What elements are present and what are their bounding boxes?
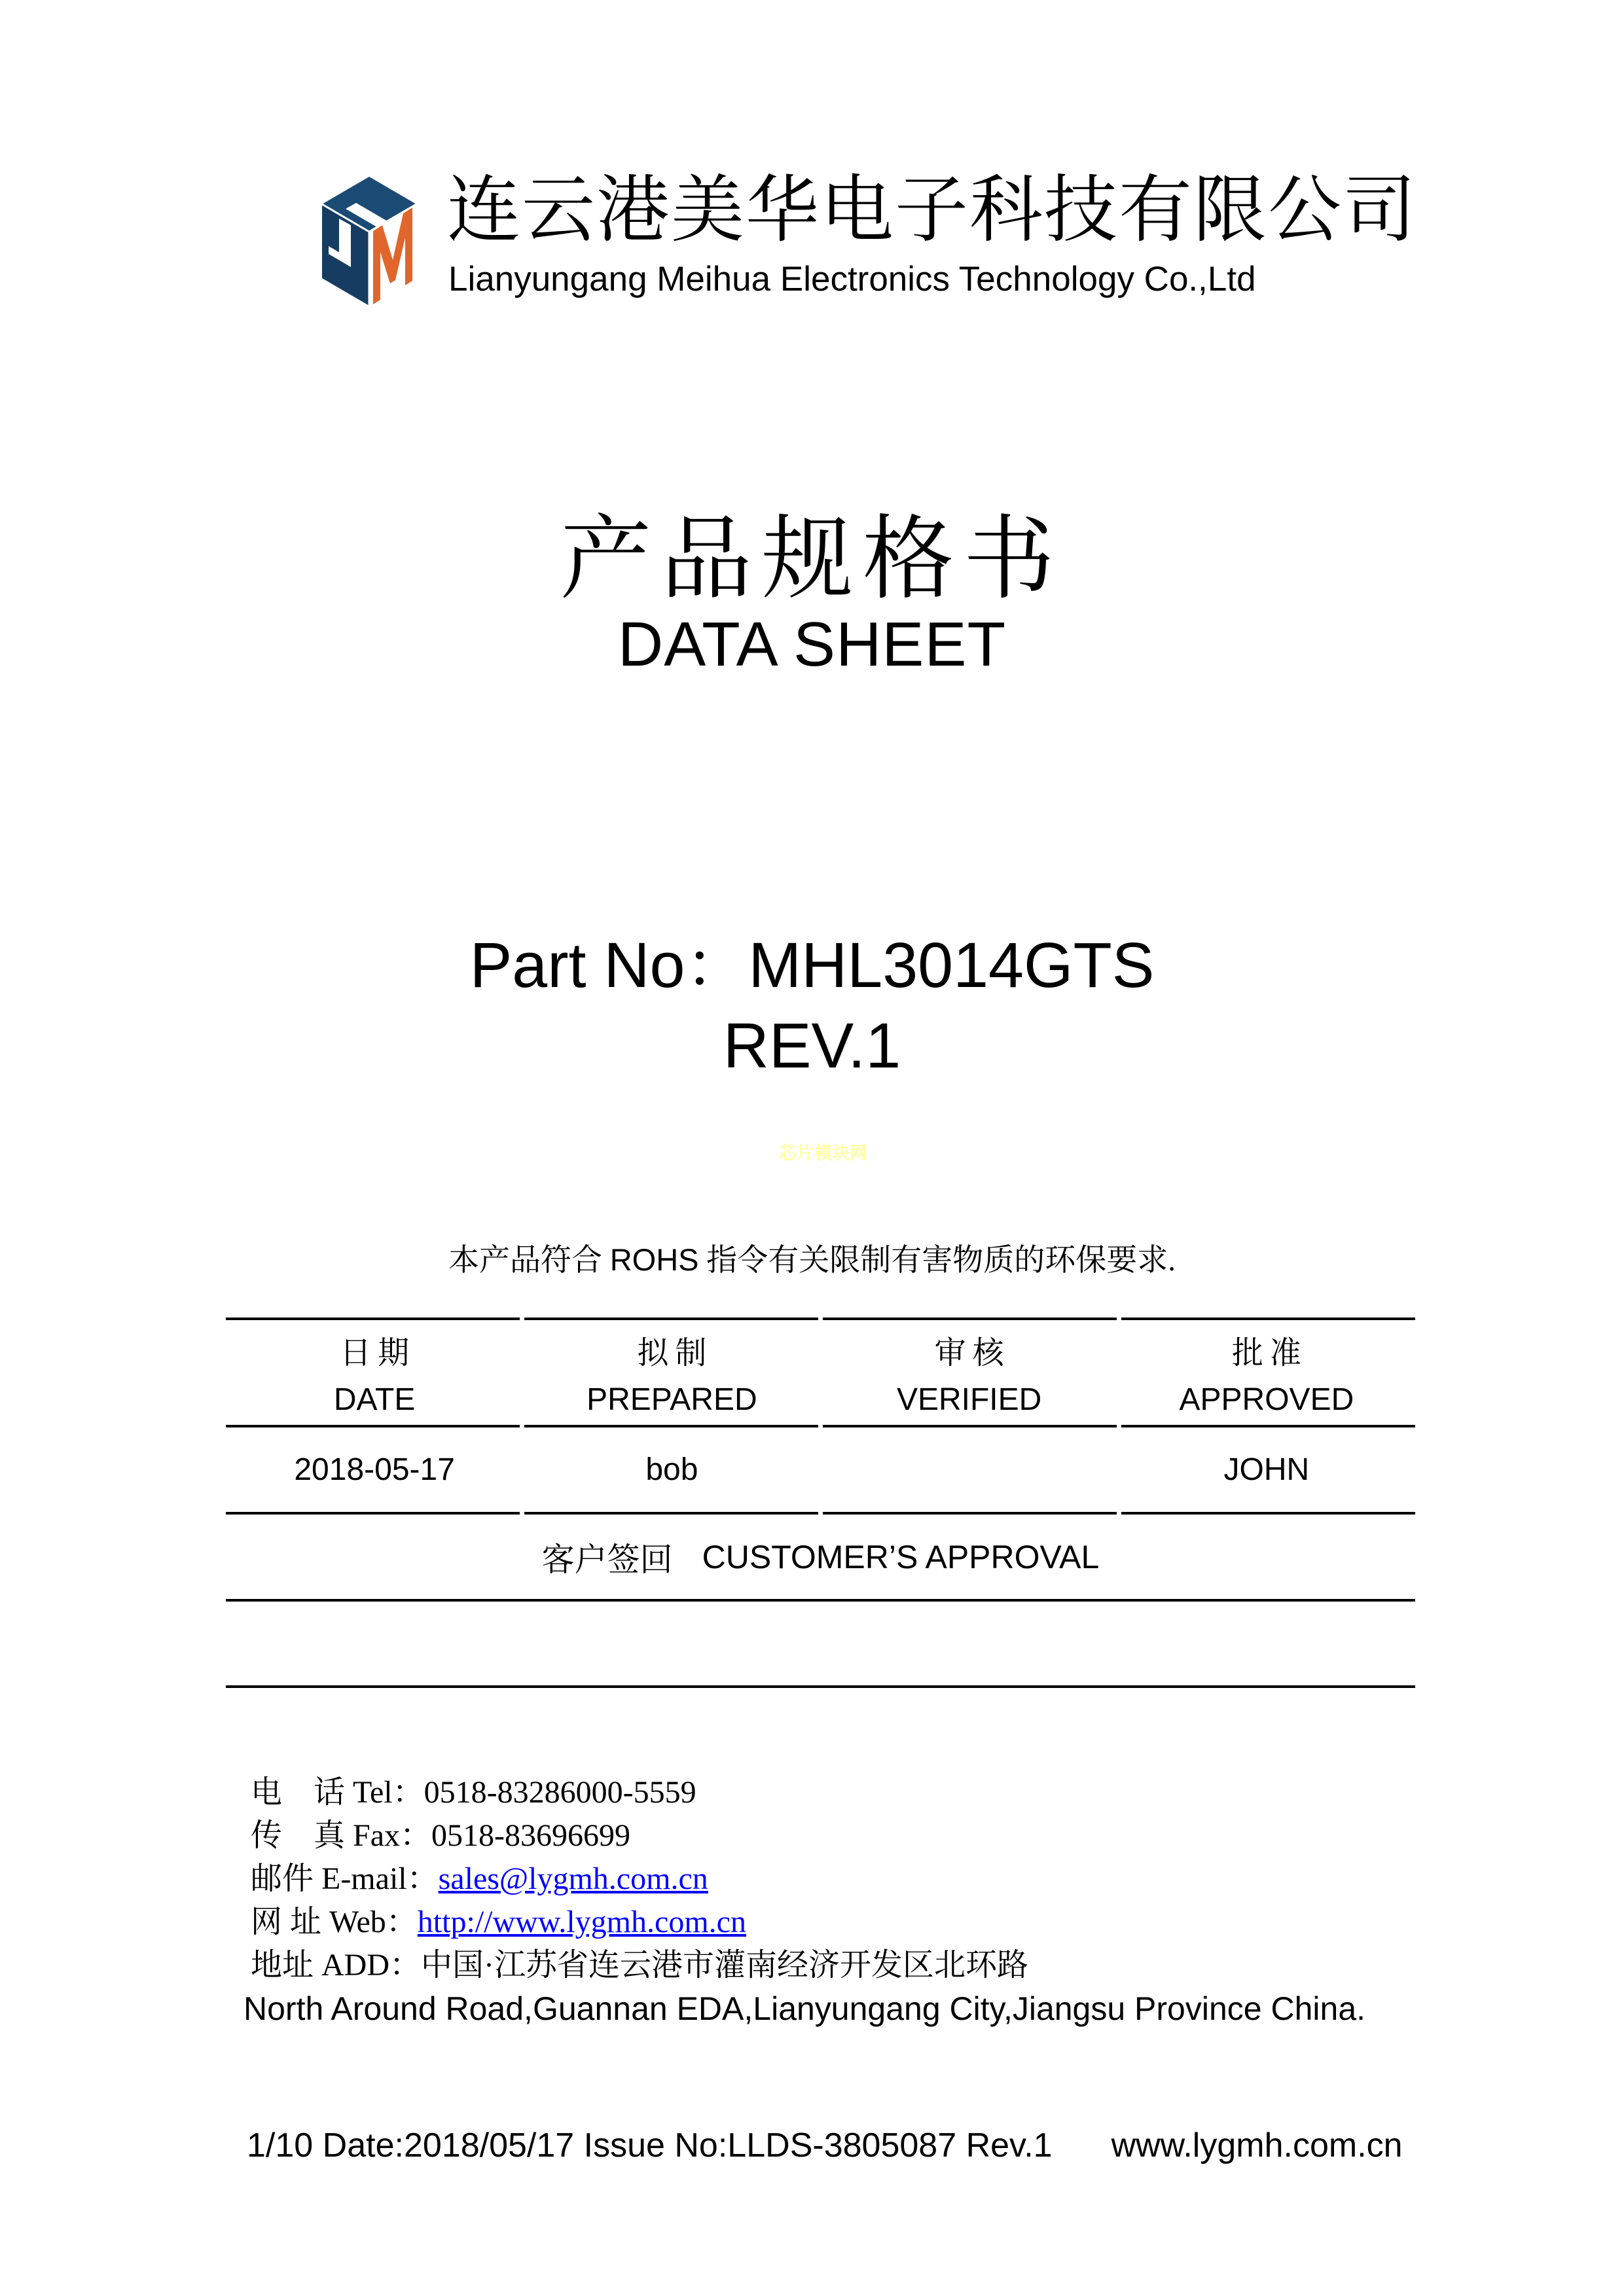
approval-table [226,1318,1415,1688]
customer-approval-zh: 客户签回 [541,1541,673,1578]
watermark-text: 芯片模块网 [779,1143,867,1163]
fax-label: 传 真 Fax： [251,1818,432,1853]
email-label: 邮件 E-mail： [251,1861,439,1896]
contact-block [251,1771,1429,1987]
col-header-date-en: DATE [333,1382,416,1417]
col-header-approved [1118,1320,1415,1425]
contact-address-row [251,1944,1429,1987]
value-approved: JOHN [1223,1452,1310,1487]
contact-web-row [251,1901,1429,1944]
value-verified [821,1427,1118,1512]
footer-website: www.lygmh.com.cn [1111,2126,1403,2164]
company-name-en: Lianyungang Meihua Electronics Technology Co.,Ltd [448,260,1256,298]
footer-issue-info: 1/10 Date:2018/05/17 Issue No:LLDS-3805087 Rev.1 [247,2126,1053,2164]
rohs-suffix: 指令有关限制有害物质的环保要求. [698,1244,1176,1278]
col-header-verified-en: VERIFIED [896,1382,1042,1417]
tel-label: 电 话 Tel： [251,1775,424,1810]
web-link[interactable]: http://www.lygmh.com.cn [417,1905,746,1939]
rohs-code: ROHS [609,1242,699,1277]
value-date: 2018-05-17 [294,1452,455,1487]
table-border-bottom [226,1685,1415,1688]
address-value-zh: 中国·江苏省连云港市灌南经济开发区北环路 [421,1948,1028,1982]
contact-tel-row [251,1771,1429,1814]
fax-value: 0518-83696699 [431,1818,630,1853]
customer-approval-en: CUSTOMER’S APPROVAL [702,1538,1100,1575]
col-header-prepared-en: PREPARED [586,1382,757,1417]
col-header-date [226,1320,523,1425]
rohs-statement [0,1236,1624,1280]
customer-approval-row [226,1515,1415,1599]
address-label: 地址 ADD： [251,1948,421,1982]
col-header-verified-zh: 审核 [934,1336,1011,1371]
revision-line: REV.1 [723,1010,901,1081]
col-header-approved-zh: 批准 [1231,1336,1308,1371]
col-header-prepared [523,1320,820,1425]
table-header-row [226,1320,1415,1425]
company-logo-hm-cube-icon [319,173,419,307]
col-header-date-zh: 日期 [340,1336,416,1371]
web-label: 网 址 Web： [251,1905,418,1939]
tel-value: 0518-83286000-5559 [424,1775,696,1810]
contact-fax-row [251,1814,1429,1857]
address-value-en: North Around Road,Guannan EDA,Lianyungang City,Jiangsu Province China. [244,1990,1366,2027]
part-number-line [0,914,1624,1005]
rohs-prefix: 本产品符合 [448,1244,610,1278]
contact-email-row [251,1857,1429,1901]
doc-title-zh: 产品规格书 [560,509,1064,611]
table-value-row [226,1427,1415,1512]
col-header-approved-en: APPROVED [1179,1382,1354,1417]
col-header-prepared-zh: 拟制 [637,1336,713,1371]
doc-title-en: DATA SHEET [617,609,1007,679]
email-link[interactable]: sales@lygmh.com.cn [438,1861,708,1896]
table-border-under-customer [226,1599,1415,1602]
value-prepared: bob [645,1452,698,1487]
col-header-verified [821,1320,1118,1425]
page-footer [247,2126,1490,2165]
part-number-label: Part No： [469,929,749,1001]
company-name-zh: 连云港美华电子科技有限公司 [447,170,1417,251]
part-number-value: MHL3014GTS [748,929,1155,1001]
